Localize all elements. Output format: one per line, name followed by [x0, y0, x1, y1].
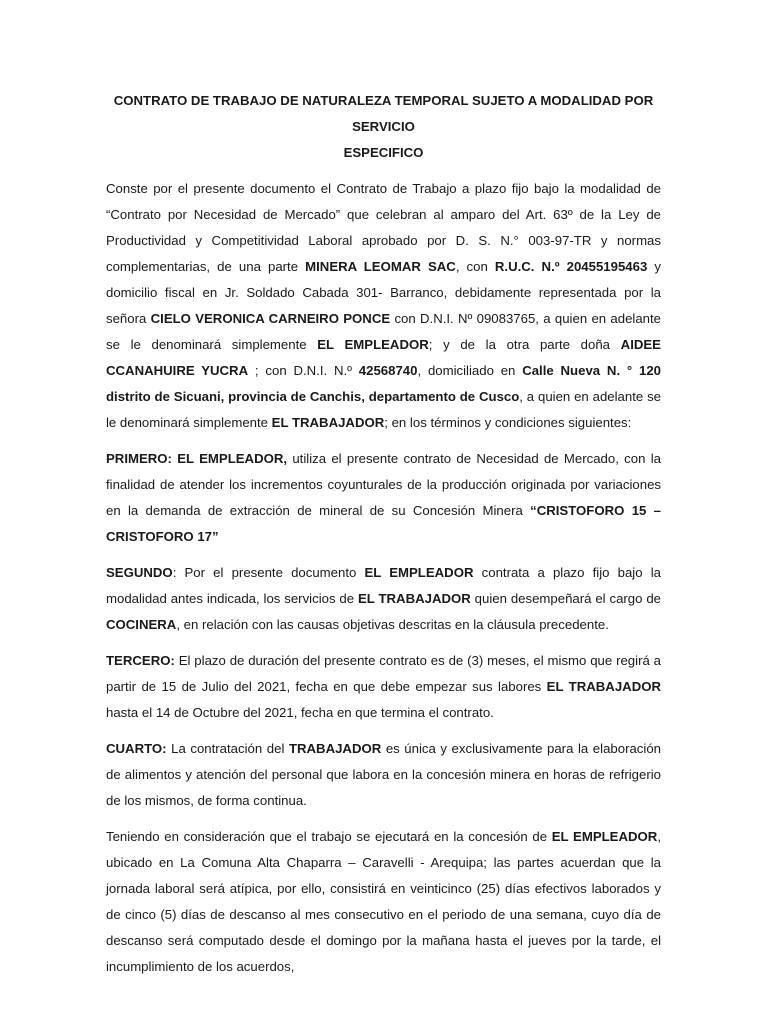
- worker-label: EL TRABAJADOR: [271, 415, 385, 430]
- clause-segundo-text-1: : Por el presente documento: [172, 565, 365, 580]
- clause-primero-text: utiliza el presente contrato de Necesidad de Mercado, con la finalidad de atender los incrementos coyunturales de la producción originada por variaciones en la demanda de extracción de mineral de su Concesión Minera: [106, 451, 661, 518]
- worker-label: EL TRABAJADOR: [546, 679, 661, 694]
- schedule-text-1: Teniendo en consideración que el trabajo se ejecutará en la concesión de: [106, 829, 552, 844]
- clause-cuarto-heading: CUARTO:: [106, 741, 167, 756]
- employer-label: EL EMPLEADOR: [364, 565, 474, 580]
- intro-text-5: ; y de la otra parte doña: [428, 337, 621, 352]
- schedule-text-2: , ubicado en La Comuna Alta Chaparra – Caravelli - Arequipa; las partes acuerdan que la jornada laboral será atípica, por ello, consistirá en veinticinco (25) días efectivos laborados y de cinco (5) días de descanso al mes consecutivo en el periodo de una semana, cuyo día de descanso será computado desde el domingo por la mañana hasta el jueves por la tarde, el incumplimiento de los acuerdos,: [106, 829, 661, 974]
- worker-label: TRABAJADOR: [288, 741, 382, 756]
- clause-segundo: [106, 560, 661, 638]
- intro-text-6: ; con D.N.I. N.º: [248, 363, 359, 378]
- worker-dni: 42568740: [358, 363, 418, 378]
- worker-label: EL TRABAJADOR: [357, 591, 471, 606]
- work-schedule-paragraph: [106, 824, 661, 980]
- employer-name: MINERA LEOMAR SAC: [305, 259, 456, 274]
- worker-name: AIDEE CCANAHUIRE YUCRA: [106, 337, 661, 378]
- clause-tercero-text-2: hasta el 14 de Octubre del 2021, fecha en que termina el contrato.: [106, 705, 494, 720]
- intro-text-4: con D.N.I. Nº 09083765, a quien en adelante se le denominará simplemente: [106, 311, 662, 352]
- employer-ruc: R.U.C. N.º 20455195463: [494, 259, 648, 274]
- clause-tercero: [106, 648, 661, 726]
- intro-text-8: , a quien en adelante se le denominará simplemente: [106, 389, 661, 430]
- document-title: [106, 88, 661, 166]
- clause-primero: [106, 446, 661, 550]
- clause-cuarto: [106, 736, 661, 814]
- clause-cuarto-text-2: es única y exclusivamente para la elaboración de alimentos y atención del personal que labora en la concesión minera en horas de refrigerio de los mismos, de forma continua.: [106, 741, 661, 808]
- clause-tercero-text-1: El plazo de duración del presente contrato es de (3) meses, el mismo que regirá a partir de 15 de Julio del 2021, fecha en que debe empezar sus labores: [106, 653, 661, 694]
- intro-text-3: y domicilio fiscal en Jr. Soldado Cabada 301- Barranco, debidamente representada por la señora: [106, 259, 661, 326]
- job-title: COCINERA: [106, 617, 177, 632]
- representative-name: CIELO VERONICA CARNEIRO PONCE: [150, 311, 391, 326]
- worker-address: Calle Nueva N. ° 120 distrito de Sicuani, provincia de Canchis, departamento de Cusco: [106, 363, 661, 404]
- clause-tercero-heading: TERCERO:: [106, 653, 175, 668]
- clause-cuarto-text-1: La contratación del: [166, 741, 289, 756]
- clause-segundo-text-2: contrata a plazo fijo bajo la modalidad antes indicada, los servicios de: [106, 565, 661, 606]
- clause-segundo-heading: SEGUNDO: [106, 565, 173, 580]
- clause-primero-heading: PRIMERO: EL EMPLEADOR,: [106, 451, 288, 466]
- intro-paragraph: [106, 176, 661, 436]
- contract-page: [106, 88, 661, 990]
- clause-segundo-text-3: quien desempeñará el cargo de: [470, 591, 662, 606]
- intro-text-1: Conste por el presente documento el Contrato de Trabajo a plazo fijo bajo la modalidad de “Contrato por Necesidad de Mercado” que celebran al amparo del Art. 63º de la Ley de Productividad y Competitividad Laboral aprobado por D. S. N.° 003-97-TR y normas complementarias, de una parte: [106, 181, 661, 274]
- title-line-1: CONTRATO DE TRABAJO DE NATURALEZA TEMPORAL SUJETO A MODALIDAD POR SERVICIO: [113, 93, 654, 134]
- intro-text-7: , domiciliado en: [417, 363, 523, 378]
- employer-label: EL EMPLEADOR: [551, 829, 658, 844]
- employer-label: EL EMPLEADOR: [317, 337, 429, 352]
- intro-text-2: , con: [455, 259, 495, 274]
- title-line-2: ESPECIFICO: [343, 145, 424, 160]
- clause-segundo-text-4: , en relación con las causas objetivas descritas en la cláusula precedente.: [176, 617, 609, 632]
- concession-name: “CRISTOFORO 15 – CRISTOFORO 17”: [106, 503, 661, 544]
- intro-text-9: ; en los términos y condiciones siguientes:: [384, 415, 632, 430]
